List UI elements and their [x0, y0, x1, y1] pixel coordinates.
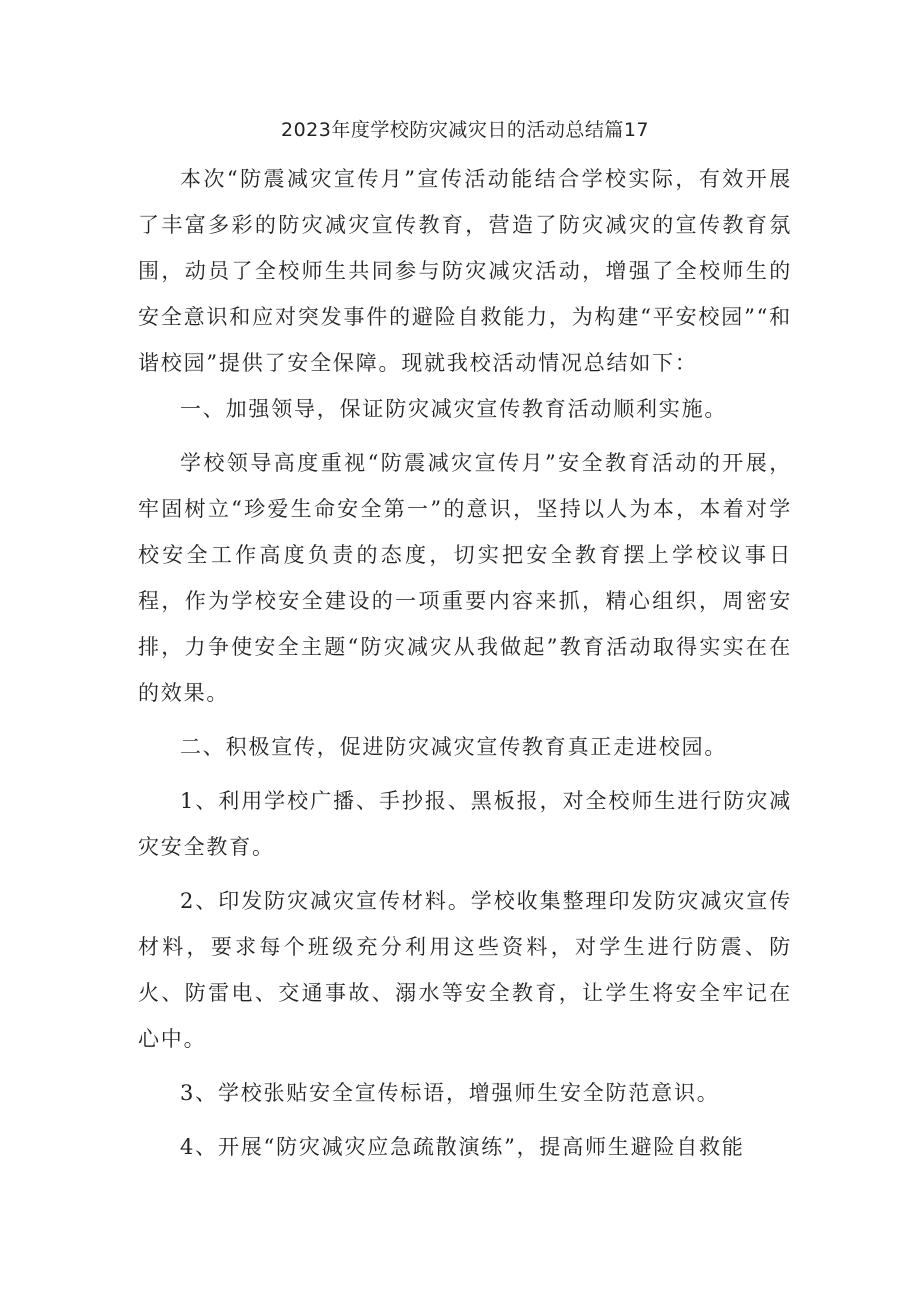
paragraph-item-1: 1、利用学校广播、手抄报、黑板报，对全校师生进行防灾减灾安全教育。: [138, 789, 792, 859]
paragraph-heading-1: 一、加强领导，保证防灾减灾宣传教育活动顺利实施。: [180, 397, 728, 421]
paragraph-heading-2: 二、积极宣传，促进防灾减灾宣传教育真正走进校园。: [180, 735, 728, 759]
document-page: [138, 108, 792, 1178]
paragraph-item-3: 3、学校张贴安全宣传标语，增强师生安全防范意识。: [180, 1081, 720, 1105]
paragraph-leadership: 学校领导高度重视“防震减灾宣传月”安全教育活动的开展，牢固树立“珍爱生命安全第一”的意识，坚持以人为本，本着对学校安全工作高度负责的态度，切实把安全教育摆上学校议事日程，作为学校安全建设的一项重要内容来抓，精心组织，周密安排，力争使安全主题“防灾减灾从我做起”教育活动取得实实在在的效果。: [138, 451, 792, 705]
paragraph-intro: 本次“防震减灾宣传月”宣传活动能结合学校实际，有效开展了丰富多彩的防灾减灾宣传教育，营造了防灾减灾的宣传教育氛围，动员了全校师生共同参与防灾减灾活动，增强了全校师生的安全意识和应对突发事件的避险自救能力，为构建“平安校园”“和谐校园”提供了安全保障。现就我校活动情况总结如下：: [138, 167, 792, 375]
document-title: 2023年度学校防灾减灾日的活动总结篇17: [280, 119, 650, 141]
paragraph-item-4: 4、开展“防灾减灾应急疏散演练”，提高师生避险自救能: [180, 1135, 745, 1159]
paragraph-item-2: 2、印发防灾减灾宣传材料。学校收集整理印发防灾减灾宣传材料，要求每个班级充分利用这些资料，对学生进行防震、防火、防雷电、交通事故、溺水等安全教育，让学生将安全牢记在心中。: [138, 889, 792, 1051]
